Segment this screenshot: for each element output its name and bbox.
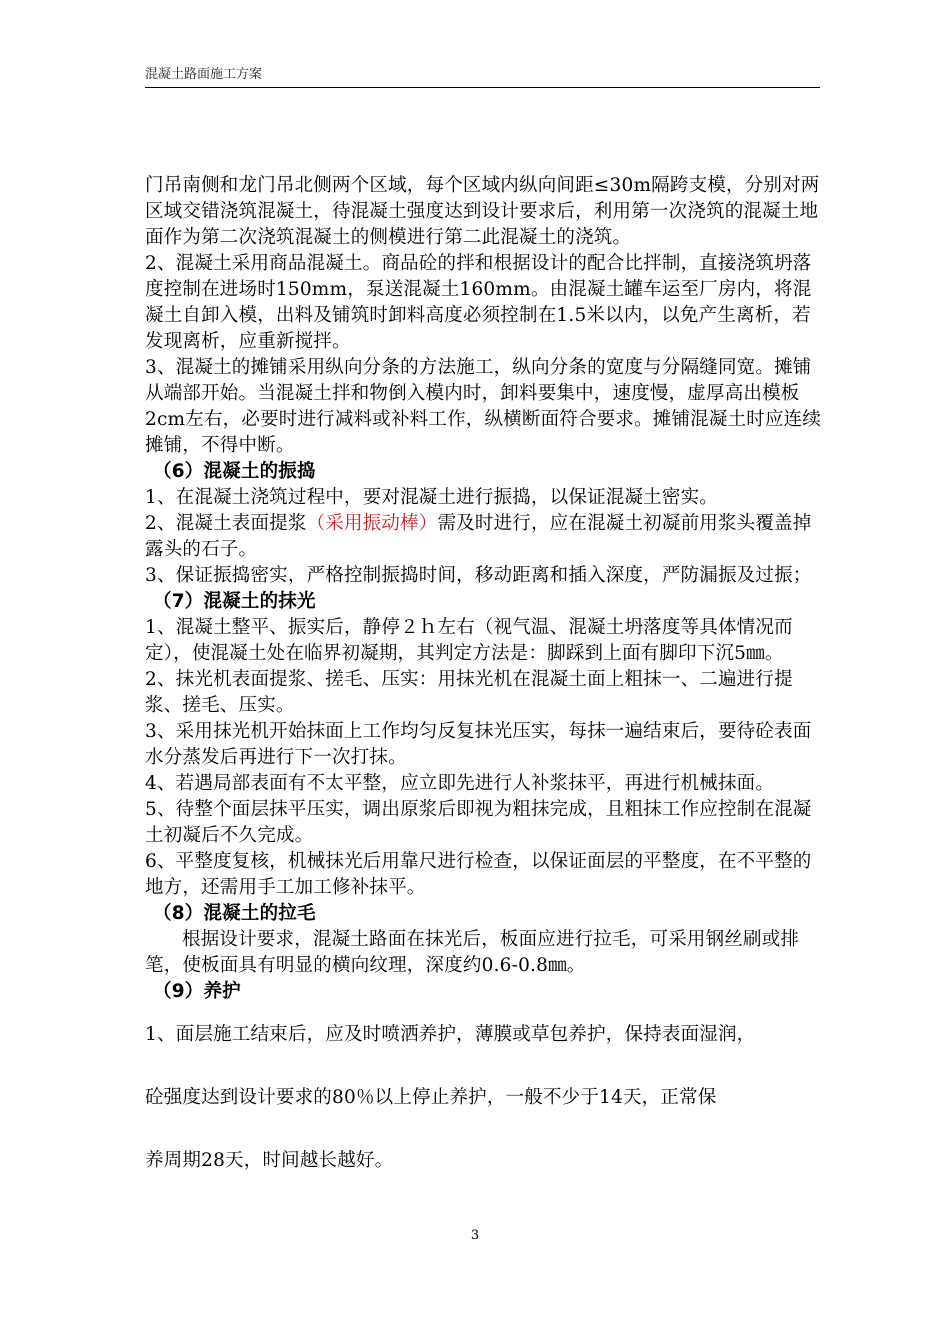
troweling-item-4: 4、若遇局部表面有不太平整，应立即先进行人补浆抹平，再进行机械抹面。 [145, 773, 775, 794]
page-number: 3 [470, 1228, 480, 1243]
section-heading-troweling: （7）混凝土的抹光 [153, 591, 316, 612]
troweling-item-6: 6、平整度复核，机械抹光后用靠尺进行检查，以保证面层的平整度，在不平整的地方，还需用手工加工修补抹平。 [145, 851, 812, 898]
vibration-item-2-rest: 需及时进行，应在混凝土初凝前用浆头覆盖掉露头的石子。 [145, 513, 812, 560]
vibration-item-2-text: 2、混凝土表面提浆 [145, 513, 307, 534]
paragraph-item-3: 3、混凝土的摊铺采用纵向分条的方法施工，纵向分条的宽度与分隔缝同宽。摊铺从端部开始。当混凝土拌和物倒入模内时，卸料要集中，速度慢，虚厚高出模板2cm左右，必要时进行减料或补料工作，纵横断面符合要求。摊铺混凝土时应连续摊铺，不得中断。 [145, 357, 822, 456]
section-heading-texturing: （8）混凝土的拉毛 [153, 903, 316, 924]
texturing-paragraph: 根据设计要求，混凝土路面在抹光后，板面应进行拉毛，可采用钢丝刷或排笔，使板面具有明显的横向纹理，深度约0.6-0.8㎜。 [145, 929, 800, 976]
page-header: 混凝土路面施工方案 [145, 66, 820, 88]
document-body [145, 173, 823, 1177]
section-heading-vibration: （6）混凝土的振捣 [153, 461, 316, 482]
vibration-item-1: 1、在混凝土浇筑过程中，要对混凝土进行振捣，以保证混凝土密实。 [145, 487, 718, 508]
vibration-item-3: 3、保证振捣密实，严格控制振捣时间，移动距离和插入深度，严防漏振及过振； [145, 565, 812, 586]
paragraph-intro-continuation: 门吊南侧和龙门吊北侧两个区域，每个区域内纵向间距≤30m隔跨支模，分别对两区域交错浇筑混凝土，待混凝土强度达到设计要求后，利用第一次浇筑的混凝土地面作为第二次浇筑混凝土的侧模进行第二此混凝土的浇筑。 [145, 175, 820, 248]
curing-line-3: 养周期28天，时间越长越好。 [145, 1150, 394, 1171]
paragraph-item-2: 2、混凝土采用商品混凝土。商品砼的拌和根据设计的配合比拌制，直接浇筑坍落度控制在进场时150mm，泵送混凝土160mm。由混凝土罐车运至厂房内，将混凝土自卸入模，出料及铺筑时卸料高度必须控制在1.5米以内，以免产生离析，若发现离析，应重新搅拌。 [145, 253, 812, 352]
troweling-item-3: 3、采用抹光机开始抹面上工作均匀反复抹光压实，每抹一遍结束后，要待砼表面水分蒸发后再进行下一次打抹。 [145, 721, 812, 768]
troweling-item-1: 1、混凝土整平、振实后，静停２ｈ左右（视气温、混凝土坍落度等具体情况而定），使混凝土处在临界初凝期，其判定方法是：脚踩到上面有脚印下沉5㎜。 [145, 617, 793, 664]
curing-line-1: 1、面层施工结束后，应及时喷洒养护，薄膜或草包养护，保持表面湿润， [145, 1024, 756, 1045]
troweling-item-2: 2、抹光机表面提浆、搓毛、压实：用抹光机在混凝土面上粗抹一、二遍进行提浆、搓毛、压实。 [145, 669, 793, 716]
vibration-item-2 [145, 511, 823, 563]
curing-line-2: 砼强度达到设计要求的80％以上停止养护，一般不少于14天，正常保 [145, 1087, 717, 1108]
vibration-item-2-highlight: （采用振动棒） [306, 513, 438, 534]
troweling-item-5: 5、待整个面层抹平压实，调出原浆后即视为粗抹完成，且粗抹工作应控制在混凝土初凝后不久完成。 [145, 799, 812, 846]
section-heading-curing: （9）养护 [153, 981, 241, 1002]
